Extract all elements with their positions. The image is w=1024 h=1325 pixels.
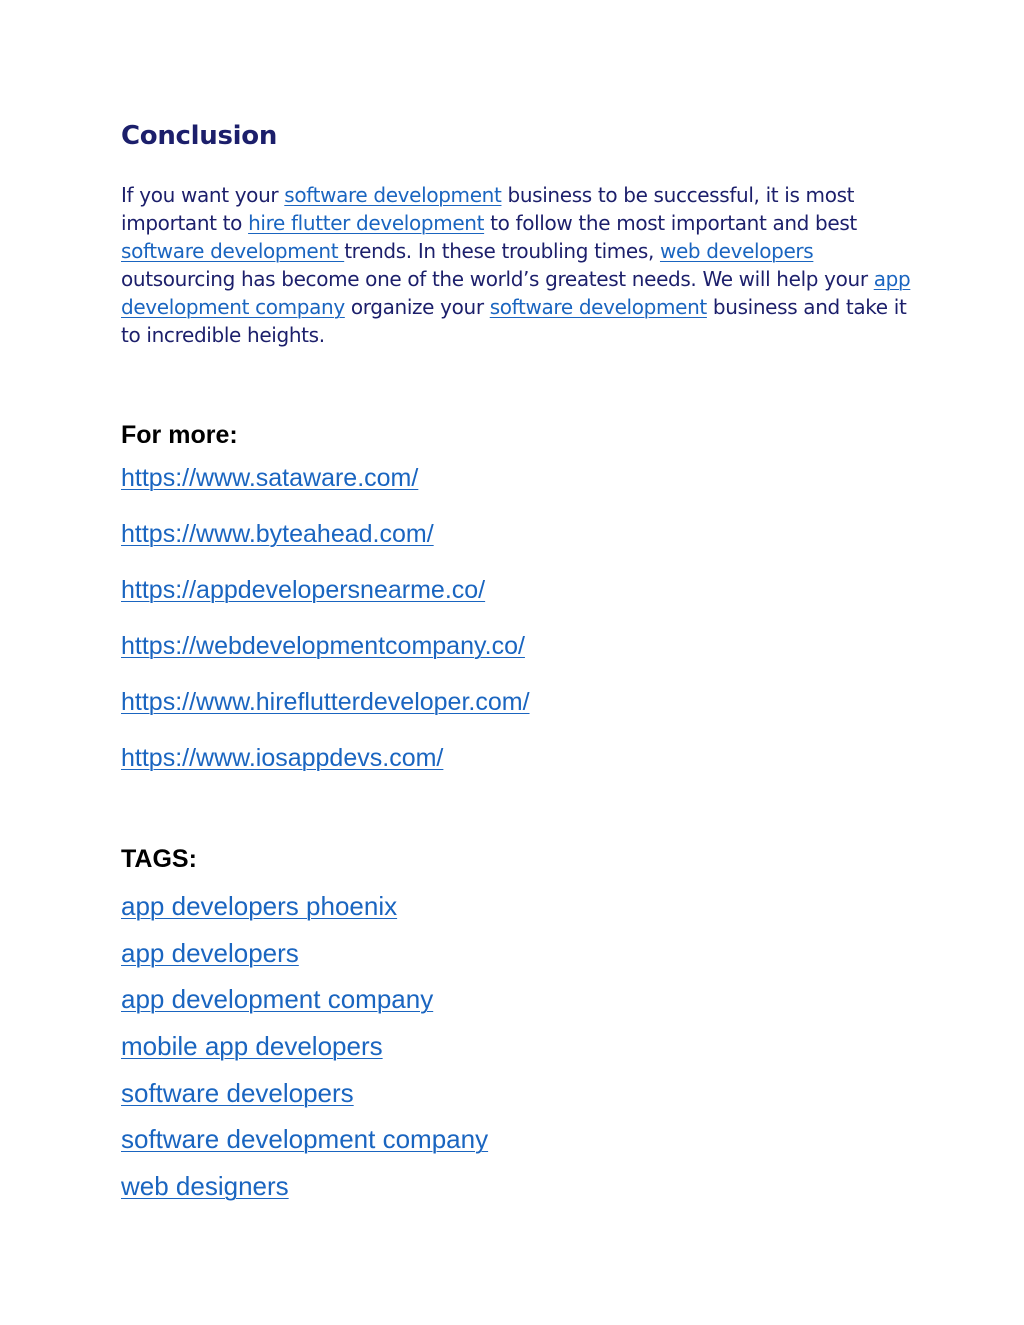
tag-link[interactable]: mobile app developers xyxy=(121,1031,383,1062)
list-item xyxy=(121,889,488,936)
link-sataware[interactable]: https://www.sataware.com/ xyxy=(121,464,419,492)
link-appdevelopersnearme[interactable]: https://appdevelopersnearme.co/ xyxy=(121,576,486,604)
list-item xyxy=(121,1122,488,1169)
list-item xyxy=(121,936,488,983)
tag-link[interactable]: web designers xyxy=(121,1171,289,1202)
link-web-developers[interactable]: web developers xyxy=(659,239,814,263)
link-iosappdevs[interactable]: https://www.iosappdevs.com/ xyxy=(121,744,444,772)
tags-list xyxy=(121,889,488,1216)
list-item xyxy=(121,685,530,741)
link-webdevelopmentcompany[interactable]: https://webdevelopmentcompany.co/ xyxy=(121,632,525,660)
tags-label: TAGS: xyxy=(121,845,197,873)
tag-link[interactable]: software development company xyxy=(121,1124,489,1155)
list-item xyxy=(121,741,530,797)
link-byteahead[interactable]: https://www.byteahead.com/ xyxy=(121,520,434,548)
tag-link[interactable]: app developers phoenix xyxy=(121,891,398,921)
tag-link[interactable]: app development company xyxy=(121,984,434,1015)
conclusion-heading: Conclusion xyxy=(121,121,278,151)
list-item xyxy=(121,982,488,1029)
link-software-development-2[interactable]: software development xyxy=(121,239,345,263)
paragraph-text: business to be successful, it is most important to xyxy=(121,183,855,235)
list-item xyxy=(121,629,530,685)
conclusion-paragraph xyxy=(121,181,911,349)
link-software-development-3[interactable]: software development xyxy=(489,295,707,319)
paragraph-text: organize your xyxy=(344,295,490,319)
list-item xyxy=(121,573,530,629)
link-hireflutterdeveloper[interactable]: https://www.hireflutterdeveloper.com/ xyxy=(121,688,530,716)
paragraph-text: trends. In these troubling times, xyxy=(344,239,660,263)
list-item xyxy=(121,1169,488,1216)
link-hire-flutter-development[interactable]: hire flutter development xyxy=(248,211,485,235)
list-item xyxy=(121,461,530,517)
link-app-development-company[interactable]: app development company xyxy=(121,267,911,319)
list-item xyxy=(121,1076,488,1123)
for-more-label: For more: xyxy=(121,421,238,449)
tag-link[interactable]: app developers xyxy=(121,937,299,968)
for-more-links-list xyxy=(121,461,530,797)
paragraph-text: If you want your xyxy=(121,183,285,207)
list-item xyxy=(121,517,530,573)
paragraph-text: outsourcing has become one of the world’s greatest needs. We will help your xyxy=(121,267,874,291)
paragraph-text: business and take it to incredible heights. xyxy=(121,295,907,347)
list-item xyxy=(121,1029,488,1076)
tag-link[interactable]: software developers xyxy=(121,1077,354,1108)
paragraph-text: to follow the most important and best xyxy=(484,211,857,235)
link-software-development[interactable]: software development xyxy=(284,183,502,207)
